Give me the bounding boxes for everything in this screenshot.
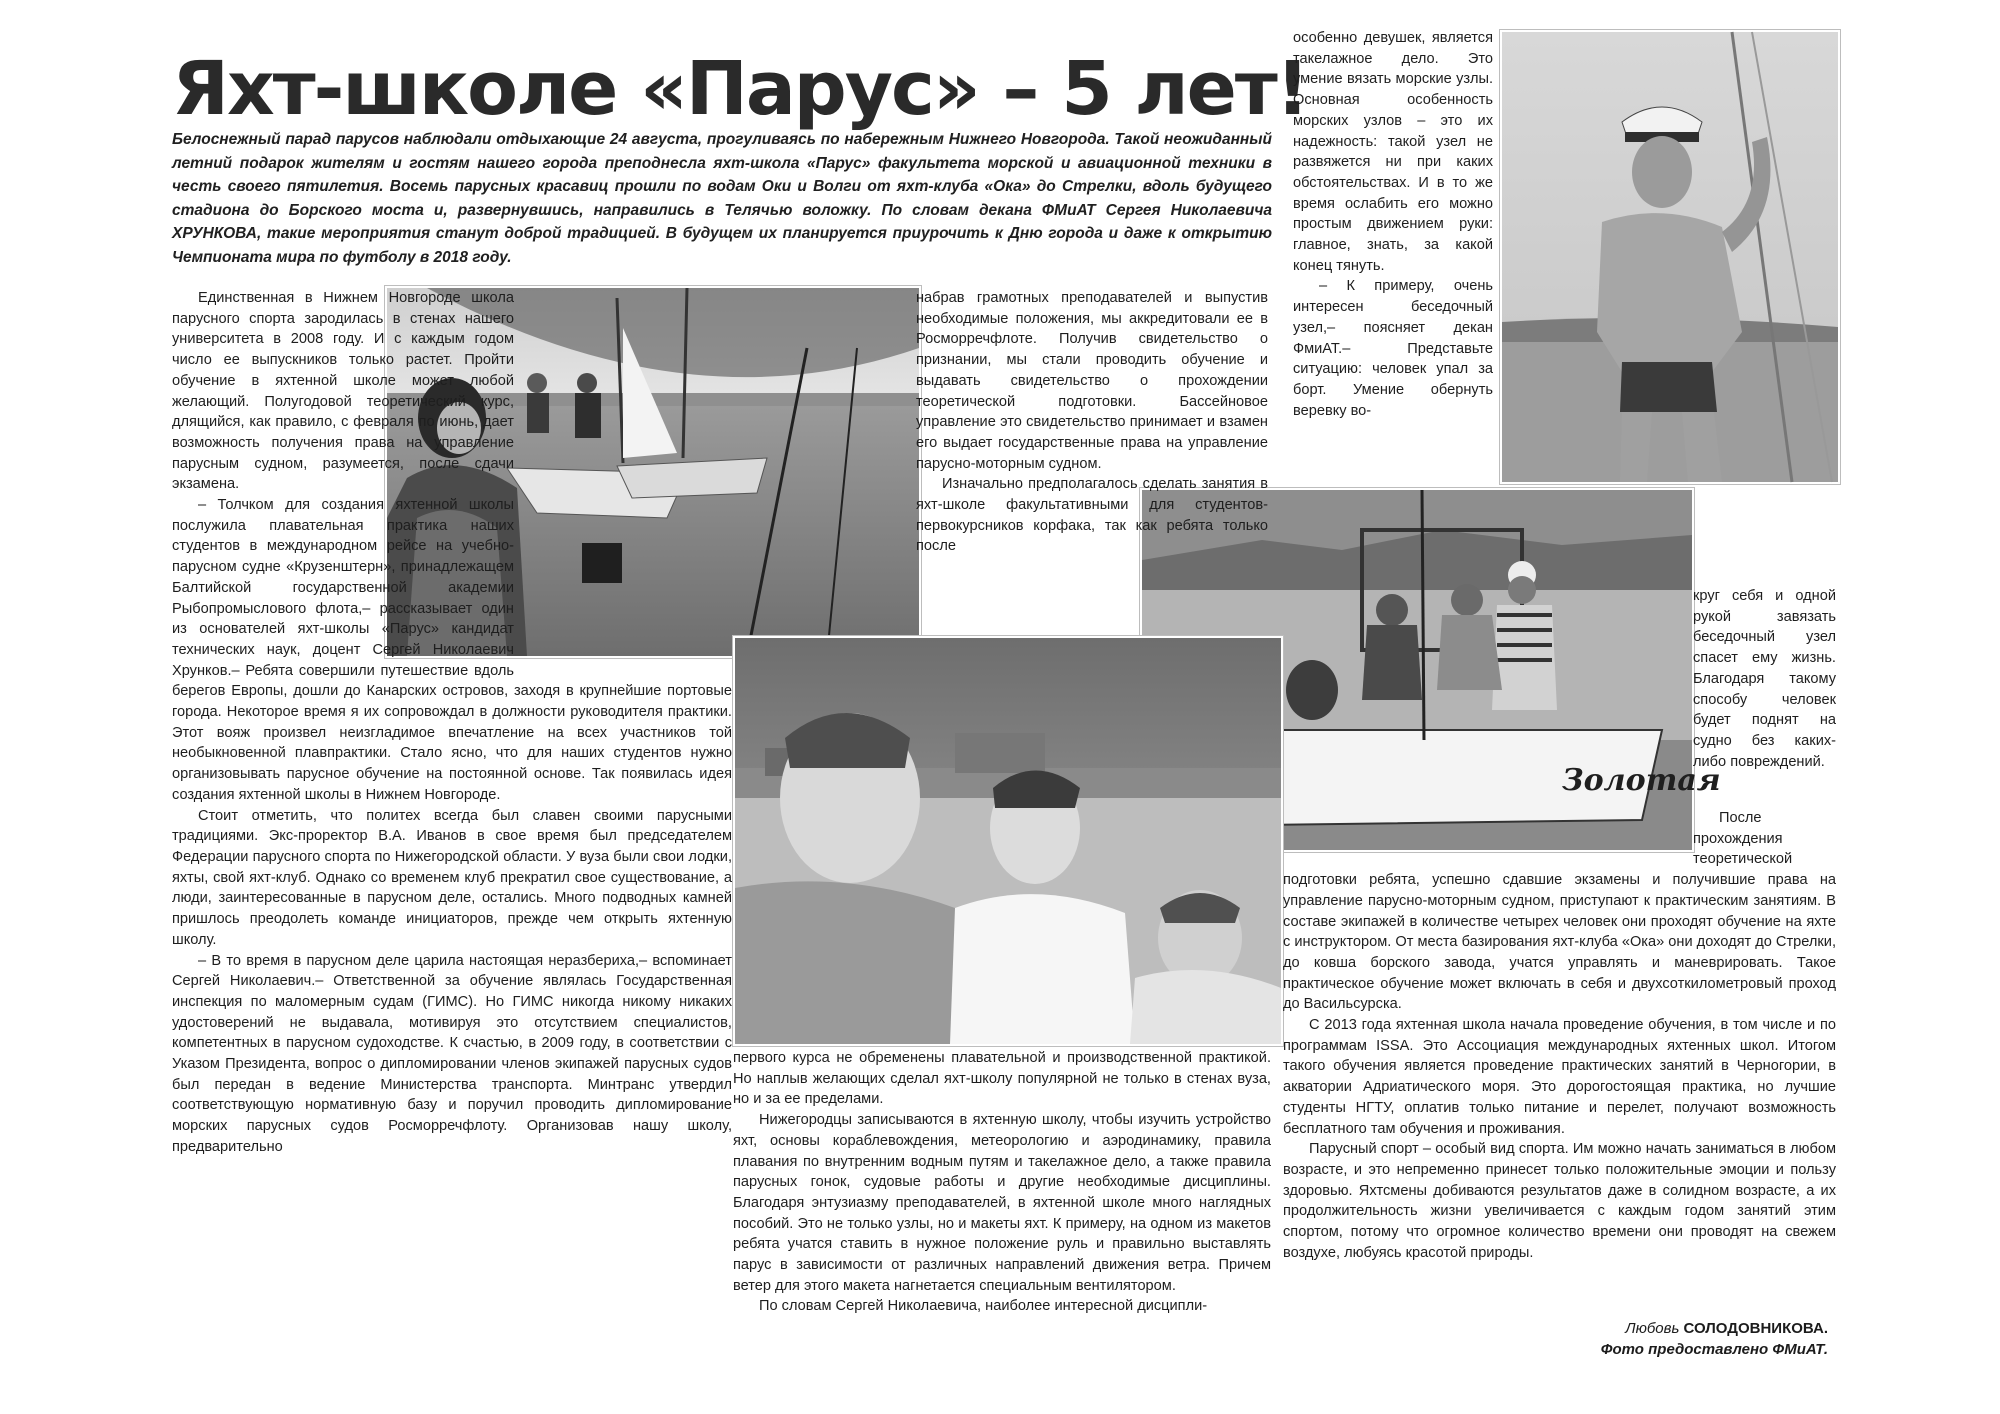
article-column-3-right	[1693, 586, 1836, 772]
article-paragraph: Парусный спорт – особый вид спорта. Им можно начать заниматься в любом возрасте, и это непременно принесет только положительные эмоции и пользу здоровью. Яхтсмены добиваются результатов даже в солидном возрасте, а их продолжительность жизни увеличивается с каждым годом занятий этим спортом, потому что огромное количество времени они проводят на свежем воздухе, любуясь красотой природы.	[1283, 1141, 1836, 1261]
article-column-3-lower	[1283, 808, 1836, 1263]
photo-young-men	[733, 636, 1283, 1046]
article-paragraph: первого курса не обременены плавательной и производственной практикой. Но наплыв желающих сделал яхт-школу популярной не только в стенах вуза, но и за ее пределами.	[733, 1050, 1271, 1108]
author-name	[1601, 1318, 1828, 1339]
article-paragraph: набрав грамотных преподавателей и выпустив необходимые положения, мы аккредитовали ее в Росморречфлоте. Получив свидетельство о признании, мы стали проводить обучение и выдавать свидетельство о прохождении теоретической подготовки. Бассейновое управление это свидетельство принимает и взамен его выдает государственные права на управление парусно-моторным судном.	[916, 290, 1268, 472]
boat-name-label: Золотая	[1562, 763, 1721, 798]
article-paragraph: С 2013 года яхтенная школа начала проведение обучения, в том числе и по программам ISSA. Это Ассоциация международных яхтенных школ. Итогом такого обучения является проведение практических занятий в Черногории, в акватории Адриатического моря. Это дорогостоящая практика, но лучшие студенты НГТУ, оплатив только питание и перелет, получают возможность бесплатного там обучения и проживания.	[1283, 1017, 1836, 1137]
photo-man-in-cap	[1500, 30, 1840, 484]
article-paragraph: круг себя и одной рукой завязать беседочный узел спасет ему жизнь. Благодаря такому способу человек будет поднят на судно без каких-либо повреждений.	[1693, 588, 1836, 770]
article-paragraph: После прохождения теоретической подготовки ребята, успешно сдавшие экзамены и получившие права на управление парусно-моторным судном, приступают к практическим занятиям. В составе экипажей в количестве четырех человек они проходят обучение на яхте с инструктором. От места базирования яхт-клуба «Ока» они доходят до Стрелки, до ковша борского завода, учатся управлять и маневрировать. Такое практическое обучение может включать в себя и двухсоткилометровый проход до Васильсурска.	[1283, 810, 1836, 1013]
article-column-2-lower	[733, 1048, 1271, 1317]
article-paragraph: По словам Сергей Николаевича, наиболее интересной дисципли-	[759, 1298, 1208, 1315]
article-headline: Яхт-школе «Парус» – 5 лет!	[172, 46, 1308, 132]
photo-wrap-3	[1283, 808, 1693, 850]
author-last-name: СОЛОДОВНИКОВА.	[1683, 1320, 1828, 1337]
article-paragraph: особенно девушек, является такелажное дело. Это умение вязать морские узлы. Основная особенность морских узлов – это их надежность: такой узел не развяжется ни при каких обстоятельствах. И в то же время ослабить его можно простым движением руки: главное, знать, за какой конец тянуть.	[1293, 30, 1493, 274]
article-signature	[1601, 1318, 1828, 1360]
article-paragraph: – К примеру, очень интересен беседочный узел,– поясняет декан ФмиАТ.– Представьте ситуацию: человек упал за борт. Умение обернуть веревку во-	[1293, 278, 1493, 419]
article-column-1	[172, 288, 732, 1158]
article-paragraph: Изначально предполагалось сделать занятия в яхт-школе факультативными для студентов-первокурсников корфака, так как ребята только после	[916, 476, 1268, 555]
article-paragraph: – В то время в парусном деле царила настоящая неразбериха,– вспоминает Сергей Николаевич.– Ответственной за обучение являлась Государственная инспекция по маломерным судам (ГИМС). Но ГИМС никогда никому никаких удостоверений не выдавала, мотивируя это отсутствием специалистов, компетентных в парусном судоходстве. К счастью, в 2009 году, в соответствии с Указом Президента, вопрос о дипломировании членов экипажей парусных судов был передан в ведение Министерства транспорта. Минтранс утвердил соответствующую нормативную базу и поручил проводить дипломирование морских парусных судов Росморречфлоту. Организовав нашу школу, предварительно	[172, 952, 732, 1155]
photo-credit: Фото предоставлено ФМиАТ.	[1600, 1341, 1828, 1358]
article-column-2	[916, 288, 1268, 557]
article-column-3	[1293, 28, 1493, 421]
article-paragraph: – Толчком для создания яхтенной школы послужила плавательная практика наших студентов в международном рейсе на учебно-парусном судне «Крузенштерн», принадлежащем Балтийской государственной академии Рыбопромыслового флота,– рассказывает один из основателей яхт-школы «Парус» кандидат технических наук, доцент Сергей Николаевич Хрунков.– Ребята совершили путешествие вдоль берегов Европы, дошли до Канарских островов, заходя в крупнейшие портовые города. Некоторое время я их сопровождал в должности руководителя практики. Этот вояж произвел неизгладимое впечатление на всех участников той необыкновенной плавпрактики. Стало ясно, что для наших студентов нужно организовывать парусное обучение на постоянной основе. Так появилась идея создания яхтенной школы в Нижнем Новгороде.	[172, 497, 732, 803]
article-paragraph: Единственная в Нижнем Новгороде школа парусного спорта зародилась в стенах нашего университета в 2008 году. И с каждым годом число ее выпускников только растет. Пройти обучение в яхтенной школе может любой желающий. Полугодовой теоретический курс, длящийся, как правило, с февраля по июнь, дает возможность получения права на управление парусным судном, разумеется, после сдачи экзамена.	[172, 290, 514, 493]
author-first-name: Любовь	[1625, 1320, 1680, 1337]
article-lead: Белоснежный парад парусов наблюдали отдыхающие 24 августа, прогуливаясь по набережным Нижнего Новгорода. Такой неожиданный летний подарок жителям и гостям нашего города преподнесла яхт-школа «Парус» факультета морской и авиационной техники в честь своего пятилетия. Восемь парусных красавиц прошли по водам Оки и Волги от яхт-клуба «Ока» до Стрелки, вдоль будущего стадиона до Борского моста и, развернувшись, направились в Телячью воложку. По словам декана ФМиАТ Сергея Николаевича ХРУНКОВА, такие мероприятия станут доброй традицией. В будущем их планируется приурочить к Дню города и даже к открытию Чемпионата мира по футболу в 2018 году.	[172, 131, 1272, 266]
photo-wrap-1	[514, 288, 732, 670]
article-paragraph: Стоит отметить, что политех всегда был славен своими парусными традициями. Экс-проректор В.А. Иванов в свое время был председателем Федерации парусного спорта по Нижегородской области. У вуза были свои лодки, яхты, свой яхт-клуб. Однако со временем клуб прекратил свое существование, а люди, заинтересованные в парусном деле, остались. Много подводных камней пришлось преодолеть команде инициаторов, прежде чем открыть яхтенную школу.	[172, 807, 732, 948]
article-paragraph: Нижегородцы записываются в яхтенную школу, чтобы изучить устройство яхт, основы кораблевождения, метеорологию и аэродинамику, правила плавания по внутренним водным путям и такелажное дело, а также правила парусных гонок, судовые работы и другие необходимые дисциплины. Благодаря энтузиазму преподавателей, в яхтенной школе много наглядных пособий. Это не только узлы, но и макеты яхт. К примеру, на одном из макетов ребята учатся ставить в нужное положение руль и правильно выставлять парус в зависимости от различных направлений движения ветра. Причем ветер для этого макета нагнетается специальным вентилятором.	[733, 1112, 1271, 1294]
